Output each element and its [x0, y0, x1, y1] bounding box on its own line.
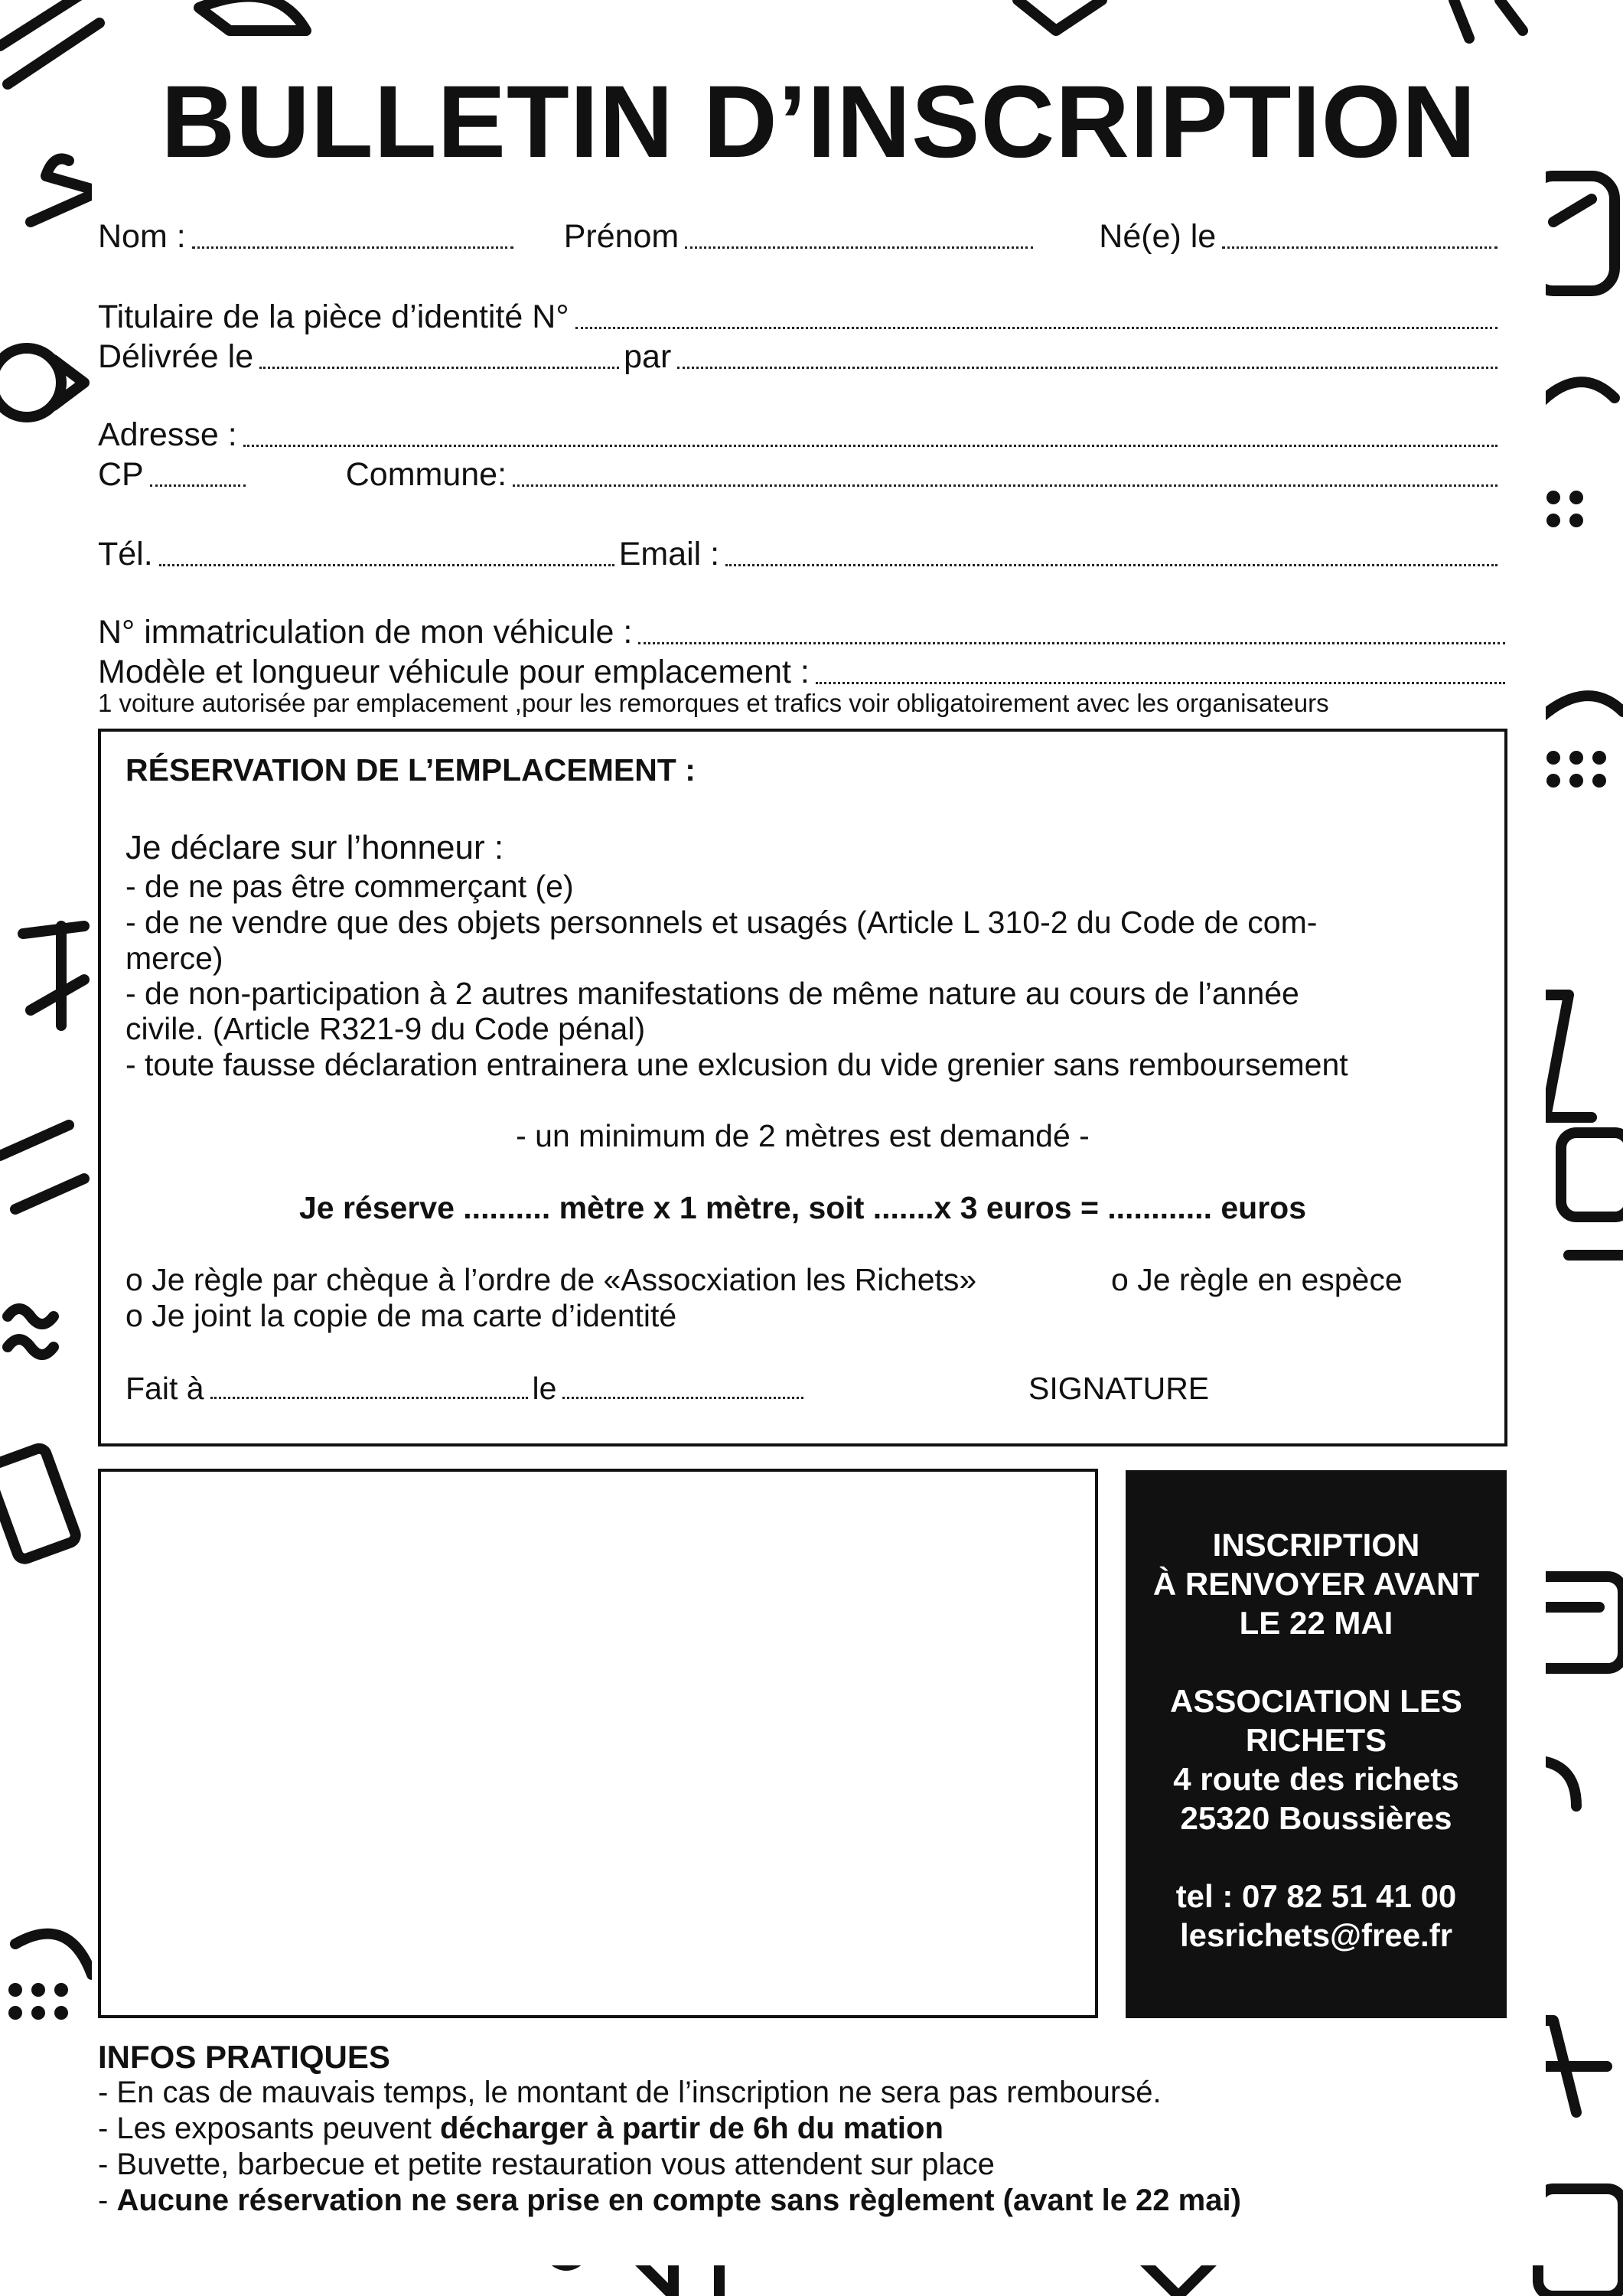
- commune-label: Commune:: [345, 456, 507, 493]
- deadline-line: À RENVOYER AVANT: [1152, 1566, 1480, 1602]
- tel-label: Tél.: [98, 536, 153, 572]
- infos-heading: INFOS PRATIQUES: [98, 2039, 390, 2075]
- hanger-icon: [0, 1125, 84, 1209]
- phone-text: tel : 07 82 51 41 00: [1175, 1878, 1457, 1914]
- nom-field[interactable]: [192, 239, 513, 249]
- showerhead-icon: [15, 1934, 92, 1975]
- postcode-row: [98, 455, 1502, 494]
- chair-icon: [1538, 995, 1592, 1117]
- objects-box: [98, 1469, 1098, 2018]
- chair-icon: [1018, 0, 1102, 31]
- reservation-heading: RÉSERVATION DE L’EMPLACEMENT :: [125, 752, 696, 788]
- hanger-icon: [0, 0, 99, 84]
- address-field[interactable]: [243, 437, 1498, 447]
- vehicle-field[interactable]: [816, 674, 1505, 684]
- id-copy-option[interactable]: o Je joint la copie de ma carte d’identité: [125, 1298, 677, 1333]
- declare-item: - de non-participation à 2 autres manifestations de même nature au cours de l’année: [125, 976, 1299, 1011]
- issued-date-field[interactable]: [259, 359, 619, 369]
- info-emphasis: Aucune réservation ne sera prise en compte sans règlement (avant le 22 mai): [116, 2183, 1241, 2217]
- address-row: [98, 415, 1502, 455]
- postcode-field[interactable]: [150, 477, 246, 487]
- id-number-label: Titulaire de la pièce d’identité N°: [98, 298, 569, 335]
- prenom-label: Prénom: [563, 218, 680, 255]
- declare-item: civile. (Article R321-9 du Code pénal): [125, 1011, 646, 1046]
- postcode-label: CP: [98, 456, 144, 493]
- prenom-field[interactable]: [685, 239, 1033, 249]
- bed-icon: [23, 926, 84, 1026]
- issued-by-field[interactable]: [677, 359, 1498, 369]
- nom-label: Nom :: [98, 218, 186, 255]
- issued-date-label: Délivrée le: [98, 338, 254, 375]
- address-line: 25320 Boussières: [1180, 1800, 1452, 1836]
- tel-field[interactable]: [159, 556, 614, 566]
- place-label: Fait à: [125, 1371, 204, 1406]
- deadline-line: LE 22 MAI: [1239, 1605, 1393, 1641]
- plate-field[interactable]: [638, 634, 1505, 644]
- hanger-icon: [31, 159, 99, 223]
- plate-label: N° immatriculation de mon véhicule :: [98, 614, 633, 651]
- contact-box: [1126, 1470, 1507, 2018]
- info-line: [98, 2111, 943, 2147]
- association-line: RICHETS: [1245, 1722, 1387, 1758]
- issued-row: [98, 337, 1502, 377]
- signature-label: SIGNATURE: [1028, 1371, 1210, 1406]
- iron-icon: [199, 0, 306, 31]
- reservation-box: [98, 729, 1507, 1446]
- declare-item: - de ne pas être commerçant (e): [125, 869, 574, 904]
- birthdate-field[interactable]: [1222, 239, 1498, 249]
- id-number-row: [98, 297, 1502, 337]
- plate-row: [98, 612, 1510, 652]
- association-line: ASSOCIATION LES: [1170, 1683, 1462, 1719]
- declare-item: merce): [125, 941, 223, 976]
- reservation-calculation: Je réserve .......... mètre x 1 mètre, soit .......x 3 euros = ............ euros: [298, 1190, 1307, 1225]
- info-line: - En cas de mauvais temps, le montant de l’inscription ne sera pas remboursé.: [98, 2076, 1162, 2109]
- info-line: - Buvette, barbecue et petite restauration vous attendent sur place: [98, 2148, 995, 2181]
- minimum-notice: - un minimum de 2 mètres est demandé -: [516, 1118, 1090, 1153]
- birthdate-label: Né(e) le: [1099, 218, 1217, 255]
- declare-heading: Je déclare sur l’honneur :: [125, 829, 504, 866]
- name-row: [98, 217, 1502, 256]
- wave-icon: [8, 1309, 54, 1355]
- place-field[interactable]: [210, 1389, 528, 1399]
- info-text: -: [98, 2183, 117, 2217]
- date-field[interactable]: [562, 1389, 803, 1399]
- address-label: Adresse :: [98, 416, 237, 453]
- address-line: 4 route des richets: [1173, 1761, 1459, 1797]
- commune-field[interactable]: [513, 477, 1498, 487]
- cabinet-icon: [1538, 2189, 1623, 2296]
- hairdryer-icon: [0, 348, 84, 417]
- place-row: [125, 1370, 808, 1407]
- declare-item: - toute fausse déclaration entrainera une exlcusion du vide grenier sans remboursement: [125, 1047, 1348, 1082]
- id-number-field[interactable]: [575, 319, 1498, 329]
- sofa-icon: [1561, 1133, 1623, 1255]
- email-label: Email :: [618, 536, 720, 572]
- bag-icon: [0, 1446, 78, 1561]
- info-line: [98, 2183, 1241, 2219]
- declare-item: - de ne vendre que des objets personnels et usagés (Article L 310-2 du Code de com-: [125, 905, 1318, 940]
- vehicle-note: 1 voiture autorisée par emplacement ,pour les remorques et trafics voir obligatoirement avec les organisateurs: [98, 689, 1329, 717]
- page-title: BULLETIN D’INSCRIPTION: [161, 65, 1477, 179]
- info-text: - Les exposants peuvent: [98, 2112, 440, 2145]
- cheque-option[interactable]: o Je règle par chèque à l’ordre de «Assocxiation les Richets»: [125, 1262, 977, 1297]
- issued-by-label: par: [624, 338, 672, 375]
- contact-row: [98, 534, 1502, 574]
- date-label: le: [532, 1371, 557, 1406]
- email-field[interactable]: [725, 556, 1498, 566]
- vehicle-row: [98, 652, 1510, 692]
- vehicle-label: Modèle et longueur véhicule pour emplacement :: [98, 654, 810, 690]
- email-link[interactable]: lesrichets@free.fr: [1179, 1917, 1453, 1953]
- lamp-icon: [1454, 0, 1523, 38]
- deadline-line: INSCRIPTION: [1212, 1527, 1420, 1563]
- cash-option[interactable]: o Je règle en espèce: [1111, 1262, 1403, 1297]
- info-emphasis: décharger à partir de 6h du mation: [439, 2112, 943, 2145]
